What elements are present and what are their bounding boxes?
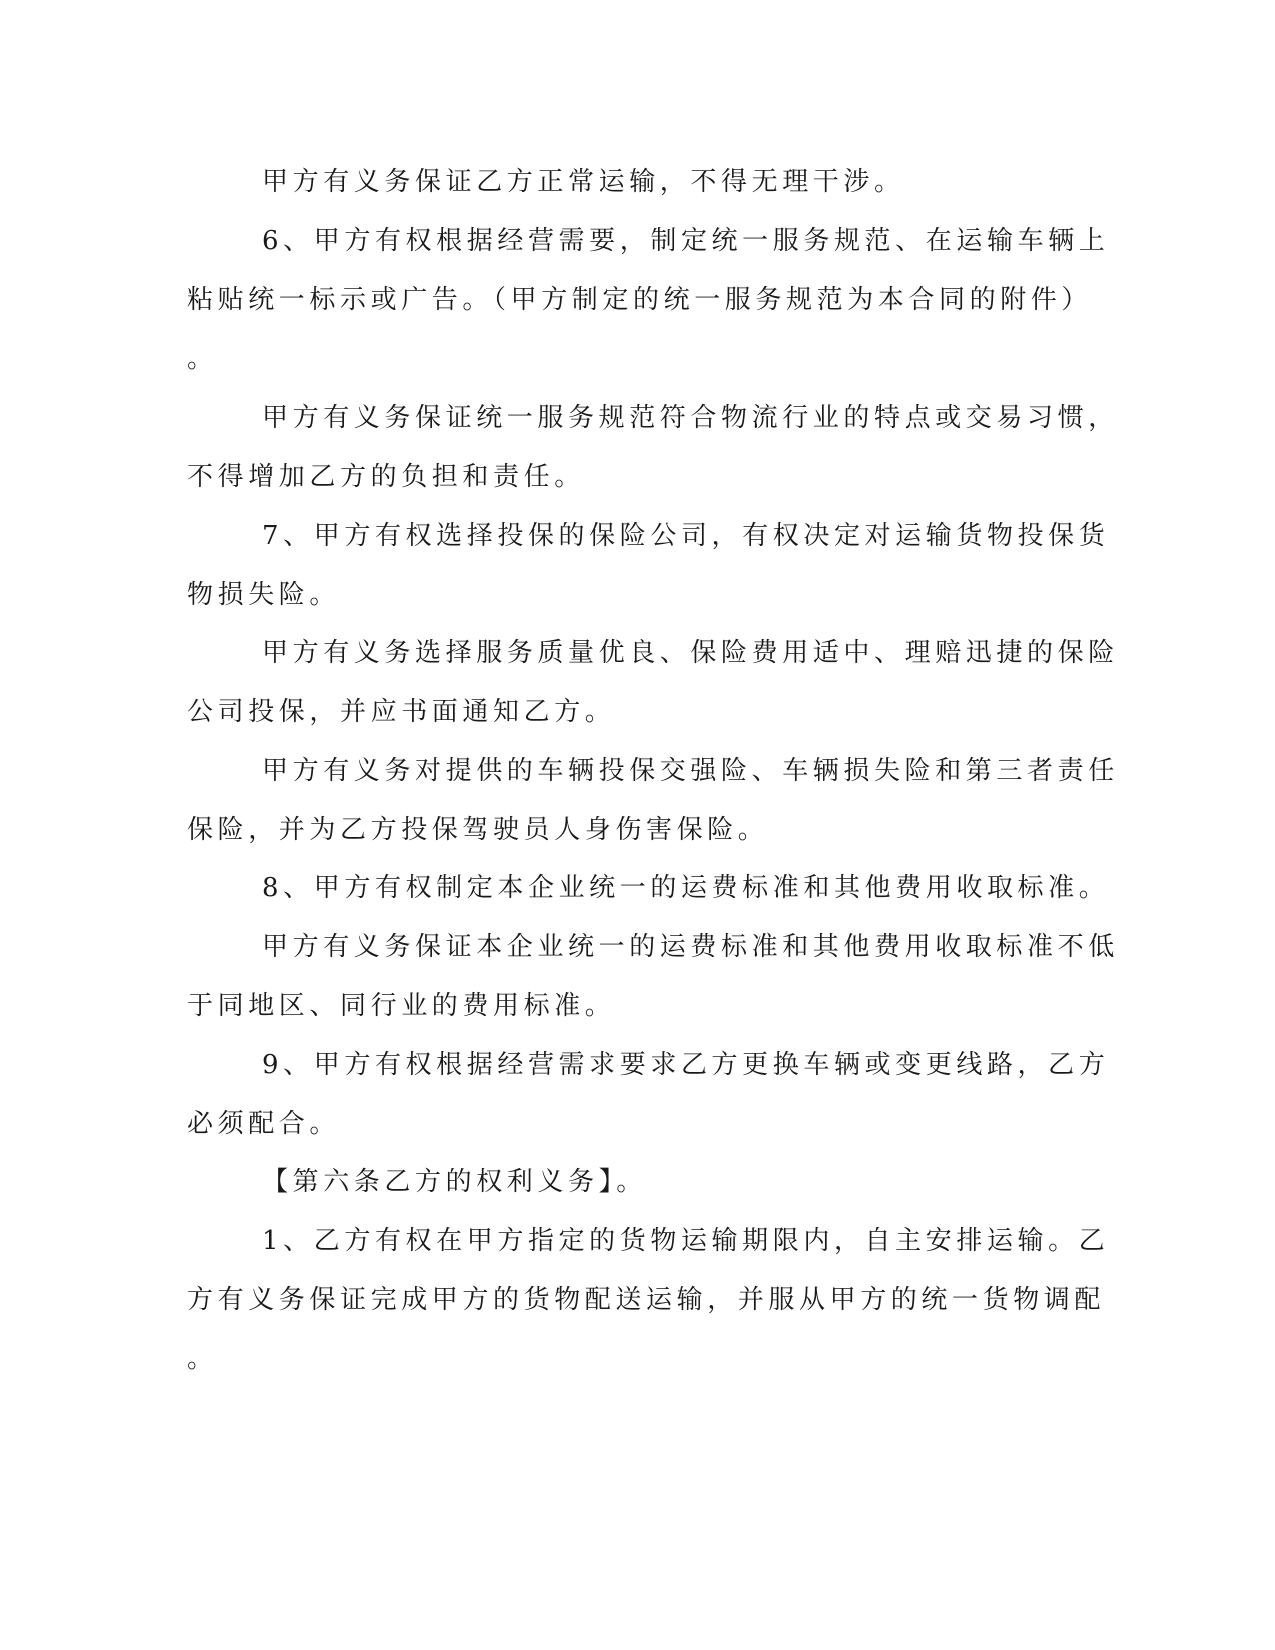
text-line: 于同地区、同行业的费用标准。 [187, 991, 616, 1021]
text-line: 甲方有义务保证统一服务规范符合物流行业的特点或交易习惯， [262, 403, 1119, 433]
text-line: 保险，并为乙方投保驾驶员人身伤害保险。 [187, 815, 769, 845]
text-line: 甲方有义务保证本企业统一的运费标准和其他费用收取标准不低 [262, 932, 1119, 962]
text-line: 甲方有义务对提供的车辆投保交强险、车辆损失险和第三者责任 [262, 756, 1119, 786]
text-line: 。 [187, 344, 218, 374]
text-line: 必须配合。 [187, 1109, 341, 1139]
text-line: 6、甲方有权根据经营需要，制定统一服务规范、在运输车辆上 [262, 226, 1110, 256]
text-line: 不得增加乙方的负担和责任。 [187, 462, 585, 492]
text-line: 甲方有义务选择服务质量优良、保险费用适中、理赔迅捷的保险 [262, 638, 1119, 668]
text-line: 物损失险。 [187, 580, 341, 610]
text-line: 公司投保，并应书面通知乙方。 [187, 697, 616, 727]
text-line: 甲方有义务保证乙方正常运输，不得无理干涉。 [262, 167, 905, 197]
section-heading: 【第六条乙方的权利义务】。 [262, 1167, 647, 1197]
text-line: 粘贴统一标示或广告。（甲方制定的统一服务规范为本合同的附件） [187, 285, 1093, 315]
text-line: 8、甲方有权制定本企业统一的运费标准和其他费用收取标准。 [262, 873, 1110, 903]
text-line: 9、甲方有权根据经营需求要求乙方更换车辆或变更线路，乙方 [262, 1050, 1110, 1080]
text-line: 1、乙方有权在甲方指定的货物运输期限内，自主安排运输。乙 [262, 1226, 1110, 1256]
text-line: 7、甲方有权选择投保的保险公司，有权决定对运输货物投保货 [262, 521, 1110, 551]
text-line: 方有义务保证完成甲方的货物配送运输，并服从甲方的统一货物调配 [187, 1285, 1106, 1315]
text-line: 。 [187, 1344, 218, 1374]
